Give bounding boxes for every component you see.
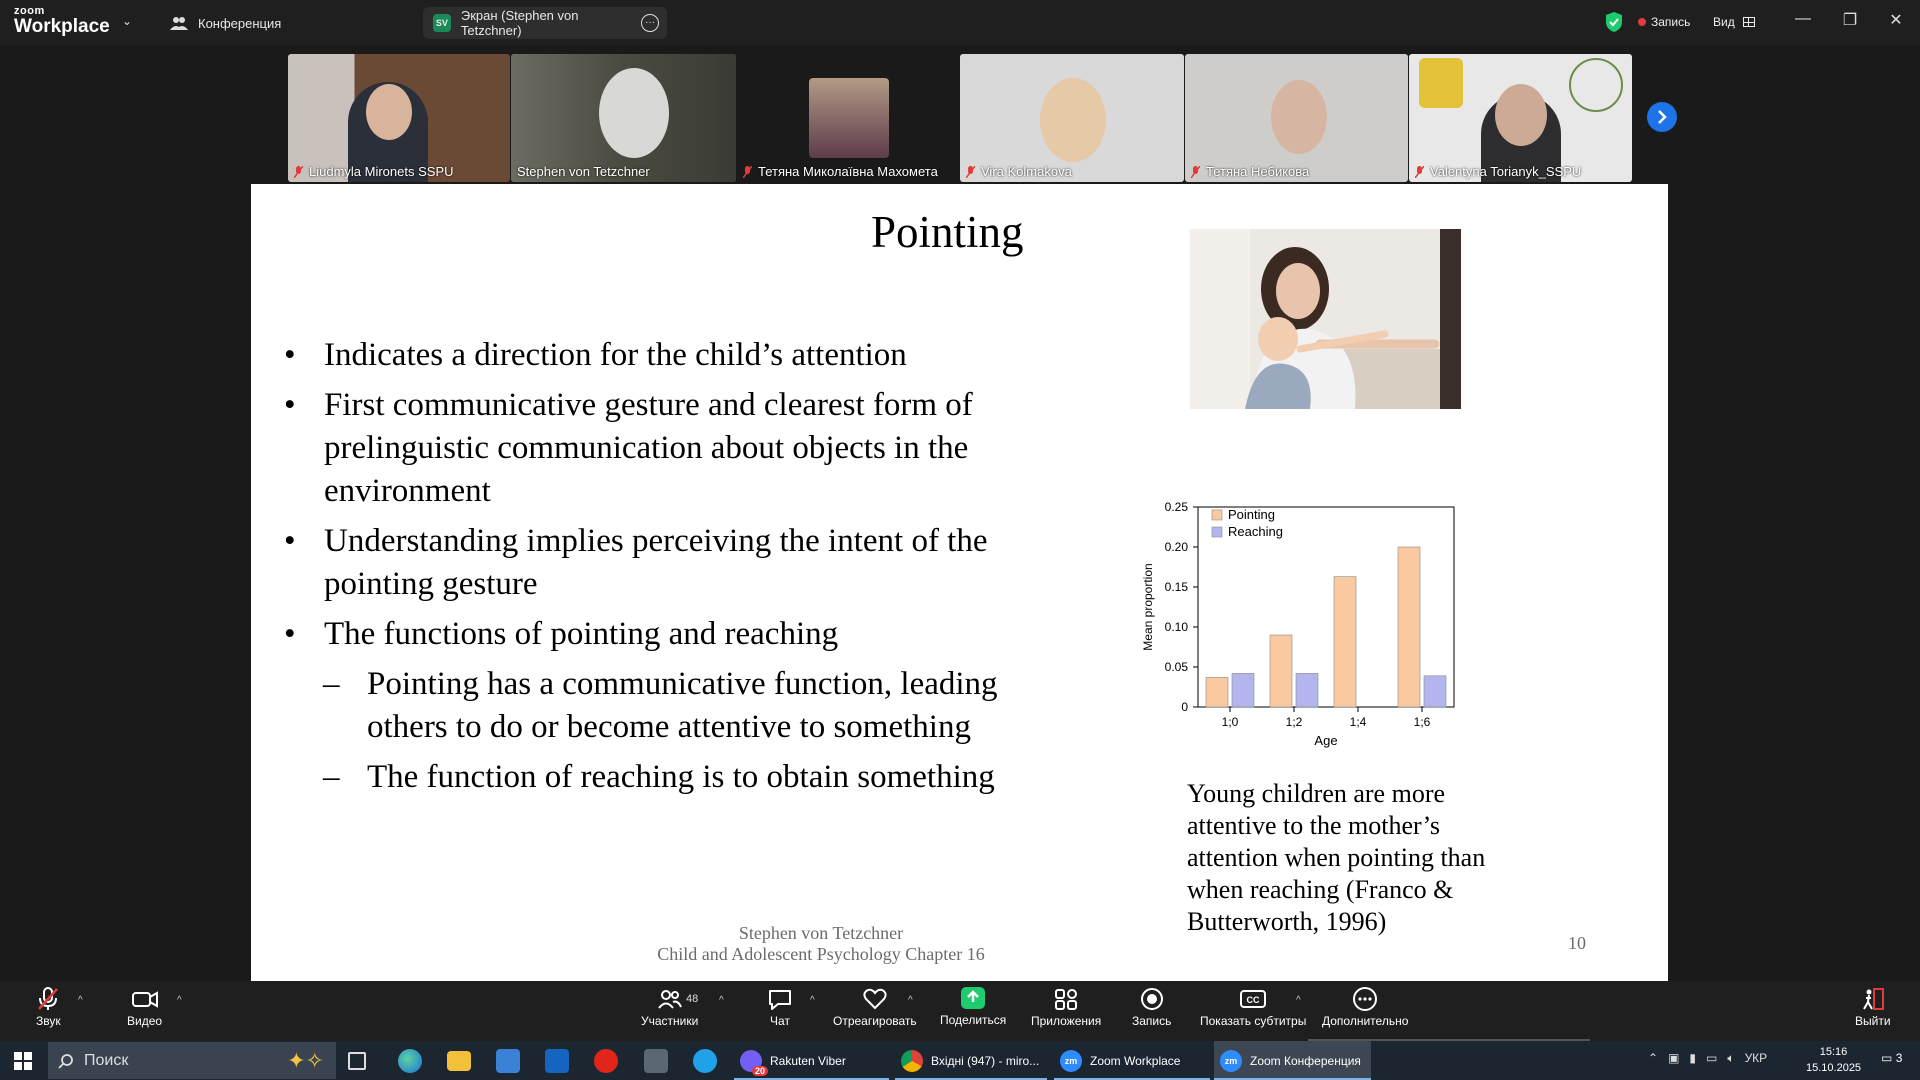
audio-label: Звук [36,1014,61,1028]
audio-options-caret-icon[interactable]: ^ [78,995,83,1006]
more-label: Дополнительно [1322,1014,1409,1028]
participant-name-tag [966,164,1072,179]
volume-icon[interactable]: 🔈︎ [1727,1051,1735,1065]
leave-label: Выйти [1855,1014,1891,1028]
participant-name-tag [1415,164,1581,179]
task-view-icon[interactable] [348,1052,366,1070]
logo-line1: zoom [14,5,45,17]
participant-name-tag [743,164,938,179]
search-placeholder: Поиск [84,1051,129,1069]
muted-mic-icon [1415,166,1424,178]
restore-icon[interactable]: ❐ [1842,12,1858,29]
participant-name: Stephen von Tetzchner [517,164,650,179]
chrome-icon [901,1050,923,1072]
view-label: Вид [1713,15,1735,29]
next-page-button[interactable] [1647,102,1677,132]
clock-time: 15:16 [1819,1046,1848,1058]
bar-reaching [1296,673,1318,707]
captions-options-caret-icon[interactable]: ^ [1296,995,1301,1006]
svg-text:CC: CC [1246,995,1260,1005]
x-tick-label: 1;2 [1285,715,1303,729]
chart-caption: Young children are more attentive to the mother’s attention when pointing than when reaching (Franco & Butterworth, 1996) [1187,779,1486,936]
legend-label: Reaching [1228,524,1283,539]
muted-mic-icon [37,987,59,1011]
participant-name: Liudmyla Mironets SSPU [309,164,454,179]
taskbar-app-viber[interactable] [734,1041,889,1080]
y-tick-label: 0.15 [1164,580,1188,594]
y-tick-label: 0.20 [1164,540,1188,554]
tab-conference-label: Конференция [198,15,282,31]
video-tile[interactable] [960,54,1184,182]
windows-taskbar [0,1041,1920,1080]
tab-screen-share[interactable] [423,7,667,39]
record-button[interactable] [1132,987,1171,1028]
chat-icon [767,987,793,1011]
sub-bullet-item: – The function of reaching is to obtain something [281,756,1081,799]
more-options-icon[interactable]: ··· [641,14,659,32]
avatar: SV [433,14,451,32]
participant-name-tag [1191,164,1309,179]
react-label: Отреагировать [833,1014,917,1028]
chat-options-caret-icon[interactable]: ^ [810,995,815,1006]
y-tick-label: 0.05 [1164,660,1188,674]
view-button[interactable] [1713,11,1755,33]
participants-count: 48 [686,993,699,1005]
zoom-title-bar [0,0,1920,45]
participant-face [1495,84,1547,146]
react-button[interactable] [833,987,917,1028]
meeting-controls-bar [0,981,1920,1041]
chat-button[interactable] [767,987,793,1028]
apps-icon [1053,987,1079,1011]
participant-name-tag [517,164,650,179]
search-highlight-sparkle-icon: ✦✧ [287,1047,324,1073]
leave-button[interactable] [1855,987,1891,1028]
mother-child-pointing-photo [1190,229,1461,409]
windows-start-icon[interactable] [14,1052,32,1070]
recording-indicator[interactable] [1638,11,1690,33]
notification-icon: ▭ [1881,1051,1893,1065]
video-camera-icon [132,987,158,1011]
taskbar-clock[interactable] [1806,1044,1861,1076]
video-button[interactable] [127,987,162,1028]
share-button[interactable] [940,987,1006,1027]
participant-name: Тетяна Небикова [1206,164,1310,179]
participant-face [366,84,412,140]
logo-line2: Workplace [14,16,110,37]
video-tile[interactable] [1185,54,1408,182]
shared-screen-slide [251,184,1668,981]
input-language[interactable]: УКР [1744,1051,1768,1065]
security-shield-icon[interactable] [1605,11,1623,33]
skype-icon[interactable] [693,1049,717,1073]
network-icon[interactable]: ▭ [1706,1051,1718,1065]
captions-label: Показать субтитры [1200,1014,1307,1028]
clock-date: 15.10.2025 [1806,1062,1862,1074]
participant-face [599,68,669,158]
taskbar-app-label: Rakuten Viber [770,1053,846,1068]
slide-title: Pointing [871,207,1024,257]
bar-pointing [1334,577,1356,707]
recording-label: Запись [1651,15,1691,29]
opera-browser-icon[interactable] [594,1049,618,1073]
legend-label: Pointing [1228,507,1275,522]
participant-name-tag [294,164,454,179]
participants-icon [657,987,683,1011]
camera-in-use-icon[interactable]: ▣ [1668,1051,1680,1065]
footer-book: Child and Adolescent Psychology Chapter 16 [657,944,985,964]
x-tick-label: 1;4 [1349,715,1367,729]
file-explorer-icon[interactable] [447,1051,471,1071]
x-tick-label: 1;0 [1221,715,1239,729]
y-tick-label: 0.10 [1164,620,1188,634]
x-tick-label: 1;6 [1413,715,1431,729]
participants-label: Участники [641,1014,699,1028]
tab-conference[interactable] [170,7,281,39]
bullet-item: • Understanding implies perceiving the intent of the pointing gesture [281,520,1081,606]
legend-swatch [1212,510,1222,520]
bar-pointing [1398,547,1420,707]
tab-screen-label: Экран (Stephen von Tetzchner) [460,8,579,38]
y-tick-label: 0 [1181,700,1188,714]
apps-label: Приложения [1031,1014,1102,1028]
chevron-down-icon[interactable]: ⌄ [122,14,133,28]
heart-icon [862,987,888,1011]
muted-mic-icon [966,166,975,178]
muted-mic-icon [743,166,752,178]
zoom-icon: zm [1220,1050,1242,1072]
emblem-image [1419,58,1463,108]
participant-name: Vira Kolmakova [981,164,1072,179]
video-tile[interactable] [737,54,959,182]
grid-view-icon [1743,17,1755,27]
leave-door-icon [1860,987,1886,1011]
chevron-right-icon [1656,110,1668,124]
react-options-caret-icon[interactable]: ^ [908,995,913,1006]
microsoft-store-icon[interactable] [496,1049,520,1073]
chat-label: Чат [770,1014,790,1028]
taskbar-app-label: Вхідні (947) - miro... [931,1053,1040,1068]
notification-count: 3 [1895,1051,1903,1065]
participant-avatar-image [809,78,889,158]
audio-button[interactable] [36,987,61,1028]
taskbar-app-label: Zoom Конференция [1250,1053,1361,1068]
show-hidden-icons-chevron-icon[interactable]: ⌃ [1648,1051,1659,1065]
closed-captions-icon [1240,987,1266,1011]
notification-center-button[interactable] [1881,1051,1902,1065]
microphone-icon[interactable]: ▮ [1689,1051,1697,1065]
close-icon[interactable]: ✕ [1889,12,1903,29]
participants-options-caret-icon[interactable]: ^ [719,995,724,1006]
video-tile[interactable] [1409,54,1632,182]
video-tile[interactable] [288,54,510,182]
taskbar-app-zoom-meeting[interactable] [1214,1041,1371,1080]
video-options-caret-icon[interactable]: ^ [177,995,182,1006]
bullet-list [281,334,1081,806]
apps-button[interactable] [1031,987,1101,1028]
bullet-item: • The functions of pointing and reaching [281,613,1081,656]
y-axis-label: Mean proportion [1141,563,1155,651]
bar-reaching [1424,676,1446,707]
share-screen-icon [961,987,985,1009]
bar-pointing [1270,635,1292,707]
zoom-icon: zm [1060,1050,1082,1072]
taskbar-search-box[interactable] [48,1042,336,1079]
taskbar-app-label: Zoom Workplace [1090,1053,1181,1068]
taskbar-app-zoom-workplace[interactable] [1054,1041,1210,1080]
bar-pointing [1206,677,1228,707]
notification-badge: 20 [752,1066,768,1076]
outlook-icon[interactable] [545,1049,569,1073]
participant-face [1271,80,1327,154]
video-tile-active-speaker[interactable] [511,54,736,182]
y-tick-label: 0.25 [1164,500,1188,514]
more-button[interactable] [1322,987,1408,1028]
captions-button[interactable] [1200,987,1306,1028]
video-label: Видео [127,1014,163,1028]
bullet-item: • Indicates a direction for the child’s attention [281,334,1081,377]
people-icon [170,16,188,30]
legend-swatch [1212,527,1222,537]
footer-author: Stephen von Tetzchner [738,923,904,943]
more-icon [1352,987,1378,1011]
bar-chart [1136,492,1476,772]
taskbar-app-chrome[interactable] [895,1041,1047,1080]
system-tray [1648,1051,1767,1066]
participant-face [1040,78,1106,162]
record-icon [1139,987,1165,1011]
bar-reaching [1232,673,1254,707]
record-dot-icon [1638,18,1646,26]
share-label: Поделиться [940,1013,1007,1027]
record-label: Запись [1132,1014,1172,1028]
muted-mic-icon [1191,166,1200,178]
viber-icon [740,1050,765,1076]
zoom-logo[interactable] [14,6,110,36]
bullet-item: • First communicative gesture and clearest form of prelinguistic communication about objects in the environment [281,384,1081,513]
muted-mic-icon [294,166,303,178]
video-strip [0,45,1920,185]
slide-footer [551,923,1091,965]
participant-name: Тетяна Миколаївна Махомета [758,164,938,179]
search-icon [58,1053,74,1069]
participant-name: Valentyna Torianyk_SSPU [1430,164,1582,179]
calculator-icon[interactable] [644,1049,668,1073]
sub-bullet-item: – Pointing has a communicative function, leading others to do or become attentive to something [281,663,1081,749]
minimize-icon[interactable]: — [1795,10,1811,27]
edge-browser-icon[interactable] [398,1049,422,1073]
emblem-image [1569,58,1623,112]
x-axis-label: Age [1314,733,1338,748]
slide-page-number: 10 [1568,933,1586,953]
